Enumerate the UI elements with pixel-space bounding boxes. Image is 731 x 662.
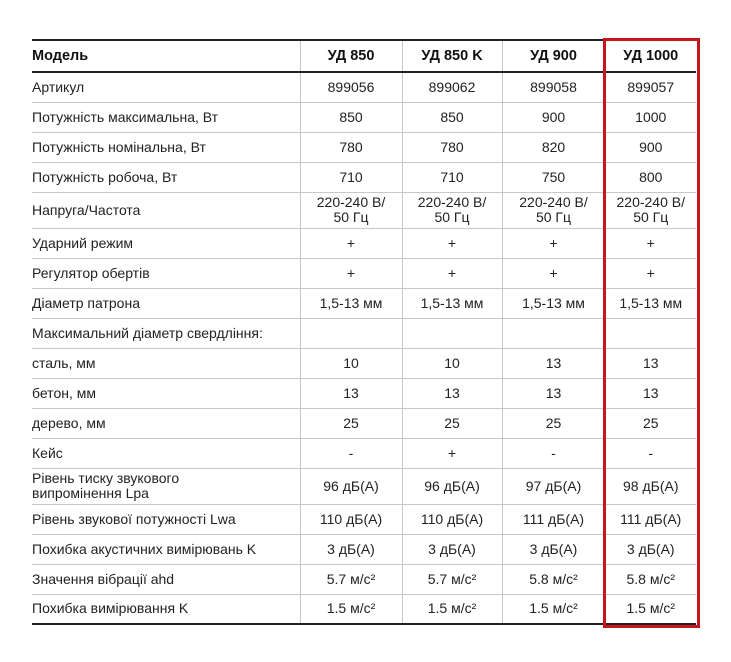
table-row: [32, 102, 696, 132]
cell-value: +: [402, 438, 502, 468]
row-label: Значення вібрації ahd: [32, 570, 175, 587]
cell-value: +: [300, 228, 402, 258]
cell-value: 13: [502, 378, 605, 408]
row-label: сталь, мм: [32, 354, 96, 371]
cell-value: 820: [502, 132, 605, 162]
cell-value: 110 дБ(А): [300, 504, 402, 534]
row-label: Потужність номінальна, Вт: [32, 138, 206, 155]
cell-value: 1000: [605, 102, 696, 132]
cell-value: 96 дБ(А): [402, 468, 502, 504]
row-label: Кейс: [32, 444, 63, 461]
cell-value: 25: [300, 408, 402, 438]
table-row: [32, 132, 696, 162]
cell-value: 220-240 В/ 50 Гц: [605, 192, 696, 228]
table-row: [32, 468, 696, 504]
spec-rows: [32, 72, 696, 624]
table-row: [32, 348, 696, 378]
cell-value: +: [605, 228, 696, 258]
table-row: [32, 192, 696, 228]
cell-value: 1.5 м/с²: [300, 594, 402, 624]
cell-value: 5.8 м/с²: [502, 564, 605, 594]
table-row: [32, 534, 696, 564]
cell-value: 710: [300, 162, 402, 192]
cell-value: 899057: [605, 72, 696, 102]
row-label: Напруга/Частота: [32, 201, 141, 218]
cell-value: +: [605, 258, 696, 288]
row-label: Похибка вимірювання K: [32, 600, 189, 617]
table-row: [32, 258, 696, 288]
table-row: [32, 564, 696, 594]
table-row: [32, 162, 696, 192]
cell-value: 800: [605, 162, 696, 192]
cell-value: 10: [402, 348, 502, 378]
cell-value: 1,5-13 мм: [605, 288, 696, 318]
cell-value: -: [605, 438, 696, 468]
cell-value: 899056: [300, 72, 402, 102]
row-label: Потужність максимальна, Вт: [32, 108, 219, 125]
cell-value: 900: [605, 132, 696, 162]
cell-value: 13: [605, 378, 696, 408]
cell-value: 780: [402, 132, 502, 162]
cell-value: 220-240 В/ 50 Гц: [300, 192, 402, 228]
cell-value: +: [502, 228, 605, 258]
cell-value: 3 дБ(А): [502, 534, 605, 564]
header-row: [32, 40, 696, 72]
table-row: [32, 504, 696, 534]
row-label: Рівень тиску звукового випромінення Lpa: [32, 470, 180, 501]
row-label: Діаметр патрона: [32, 294, 140, 311]
cell-value: 25: [502, 408, 605, 438]
cell-value: 1.5 м/с²: [502, 594, 605, 624]
header-label: Модель: [32, 48, 89, 64]
table-row: [32, 318, 696, 348]
cell-value: +: [402, 258, 502, 288]
cell-value: 25: [402, 408, 502, 438]
cell-value: 111 дБ(А): [605, 504, 696, 534]
cell-value: 1,5-13 мм: [300, 288, 402, 318]
cell-value: 5.7 м/с²: [402, 564, 502, 594]
cell-value: 98 дБ(А): [605, 468, 696, 504]
cell-value: 13: [502, 348, 605, 378]
cell-value: 850: [300, 102, 402, 132]
cell-value: -: [300, 438, 402, 468]
row-label: Ударний режим: [32, 234, 134, 251]
cell-value: 900: [502, 102, 605, 132]
cell-value: [402, 318, 502, 348]
row-label: бетон, мм: [32, 384, 96, 401]
cell-value: 3 дБ(А): [402, 534, 502, 564]
model-header: УД 1000: [605, 40, 696, 72]
cell-value: 13: [402, 378, 502, 408]
spec-table: [32, 39, 696, 625]
row-label: Рівень звукової потужності Lwa: [32, 510, 236, 527]
cell-value: 96 дБ(А): [300, 468, 402, 504]
cell-value: 710: [402, 162, 502, 192]
cell-value: 750: [502, 162, 605, 192]
table-row: [32, 378, 696, 408]
cell-value: 1,5-13 мм: [402, 288, 502, 318]
table-row: [32, 228, 696, 258]
cell-value: 3 дБ(А): [300, 534, 402, 564]
row-label: дерево, мм: [32, 414, 106, 431]
row-label: Похибка акустичних вимірювань K: [32, 540, 257, 557]
table-row: [32, 438, 696, 468]
model-header: УД 850 K: [402, 40, 502, 72]
cell-value: 111 дБ(А): [502, 504, 605, 534]
cell-value: 1.5 м/с²: [605, 594, 696, 624]
cell-value: 1.5 м/с²: [402, 594, 502, 624]
cell-value: 110 дБ(А): [402, 504, 502, 534]
cell-value: +: [300, 258, 402, 288]
cell-value: [502, 318, 605, 348]
cell-value: 220-240 В/ 50 Гц: [502, 192, 605, 228]
cell-value: 5.8 м/с²: [605, 564, 696, 594]
cell-value: [605, 318, 696, 348]
row-label: Максимальний діаметр свердління:: [32, 324, 263, 341]
cell-value: [300, 318, 402, 348]
cell-value: 10: [300, 348, 402, 378]
cell-value: 5.7 м/с²: [300, 564, 402, 594]
row-label: Потужність робоча, Вт: [32, 168, 178, 185]
table-row: [32, 288, 696, 318]
table-row: [32, 408, 696, 438]
cell-value: 13: [605, 348, 696, 378]
cell-value: 1,5-13 мм: [502, 288, 605, 318]
cell-value: 850: [402, 102, 502, 132]
cell-value: 97 дБ(А): [502, 468, 605, 504]
row-label: Регулятор обертів: [32, 264, 150, 281]
model-header: УД 900: [502, 40, 605, 72]
model-header: УД 850: [300, 40, 402, 72]
table-row: [32, 72, 696, 102]
cell-value: 899058: [502, 72, 605, 102]
cell-value: 780: [300, 132, 402, 162]
cell-value: 220-240 В/ 50 Гц: [402, 192, 502, 228]
cell-value: +: [502, 258, 605, 288]
row-label: Артикул: [32, 78, 85, 95]
cell-value: 25: [605, 408, 696, 438]
cell-value: -: [502, 438, 605, 468]
cell-value: +: [402, 228, 502, 258]
table-row: [32, 594, 696, 624]
cell-value: 899062: [402, 72, 502, 102]
cell-value: 3 дБ(А): [605, 534, 696, 564]
cell-value: 13: [300, 378, 402, 408]
